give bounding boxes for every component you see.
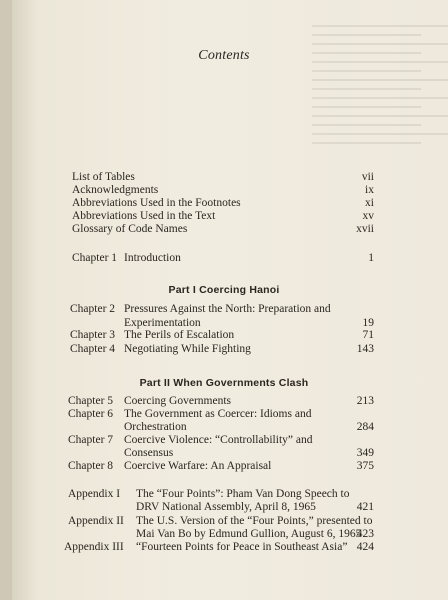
chapter-title: Introduction [124,252,181,264]
chapter-prefix: Chapter 8 [68,460,114,472]
chapter-title: Negotiating While Fighting [124,343,251,355]
chapter-title-cont: Orchestration [124,421,187,433]
chapter-prefix: Chapter 2 [70,303,116,315]
chapter-title: Coercive Warfare: An Appraisal [124,460,272,472]
chapter-prefix: Chapter 7 [68,434,114,446]
toc-front-page: xv [362,210,374,222]
chapter-page: 143 [356,343,374,355]
appendix-title: “Fourteen Points for Peace in Southeast Asia” [136,541,348,553]
chapter-title-cont: Experimentation [124,317,201,329]
page-title: Contents [198,48,250,63]
chapter-prefix: Chapter 3 [70,329,116,341]
appendix-title-cont: DRV National Assembly, April 8, 1965 [136,501,316,513]
chapter-page: 71 [362,329,374,341]
chapter-page: 19 [362,317,374,329]
appendix-page: 421 [356,501,374,513]
chapter-page: 349 [356,447,374,459]
chapter-title: Pressures Against the North: Preparation and [124,303,331,315]
chapter-title: Coercing Governments [124,395,231,407]
toc-front-page: xvii [356,223,374,235]
show-through-text [312,18,448,148]
part-heading: Part II When Governments Clash [139,377,309,389]
toc-front-label: List of Tables [72,171,135,183]
toc-front-label: Acknowledgments [72,184,159,196]
part-heading: Part I Coercing Hanoi [168,284,280,296]
toc-front-label: Glossary of Code Names [72,223,188,235]
toc-front-label: Abbreviations Used in the Footnotes [72,197,241,209]
toc-front-page: vii [361,171,374,183]
appendix-prefix: Appendix III [64,541,124,553]
appendix-prefix: Appendix II [68,515,124,527]
appendix-title-cont: Mai Van Bo by Edmund Gullion, August 6, 1965 [136,528,362,540]
chapter-page: 375 [356,460,374,472]
chapter-prefix: Chapter 5 [68,395,114,407]
chapter-title: The Perils of Escalation [124,329,235,341]
appendix-prefix: Appendix I [68,488,121,500]
chapter-page: 284 [356,421,374,433]
chapter-title: The Government as Coercer: Idioms and [124,408,312,420]
toc-front-page: xi [365,197,374,209]
chapter-page: 213 [356,395,374,407]
appendix-title: The U.S. Version of the “Four Points,” presented to [136,515,373,527]
chapter-title: Coercive Violence: “Controllability” and [124,434,313,446]
chapter-page: 1 [368,252,374,264]
toc-front-page: ix [365,184,374,196]
chapter-prefix: Chapter 4 [70,343,116,355]
appendix-page: 424 [356,541,374,553]
appendix-page: 423 [356,528,374,540]
toc-front-label: Abbreviations Used in the Text [72,210,216,222]
chapter-title-cont: Consensus [124,447,174,459]
chapter-prefix: Chapter 1 [72,252,118,264]
chapter-prefix: Chapter 6 [68,408,114,420]
appendix-title: The “Four Points”: Pham Van Dong Speech to [136,488,350,500]
